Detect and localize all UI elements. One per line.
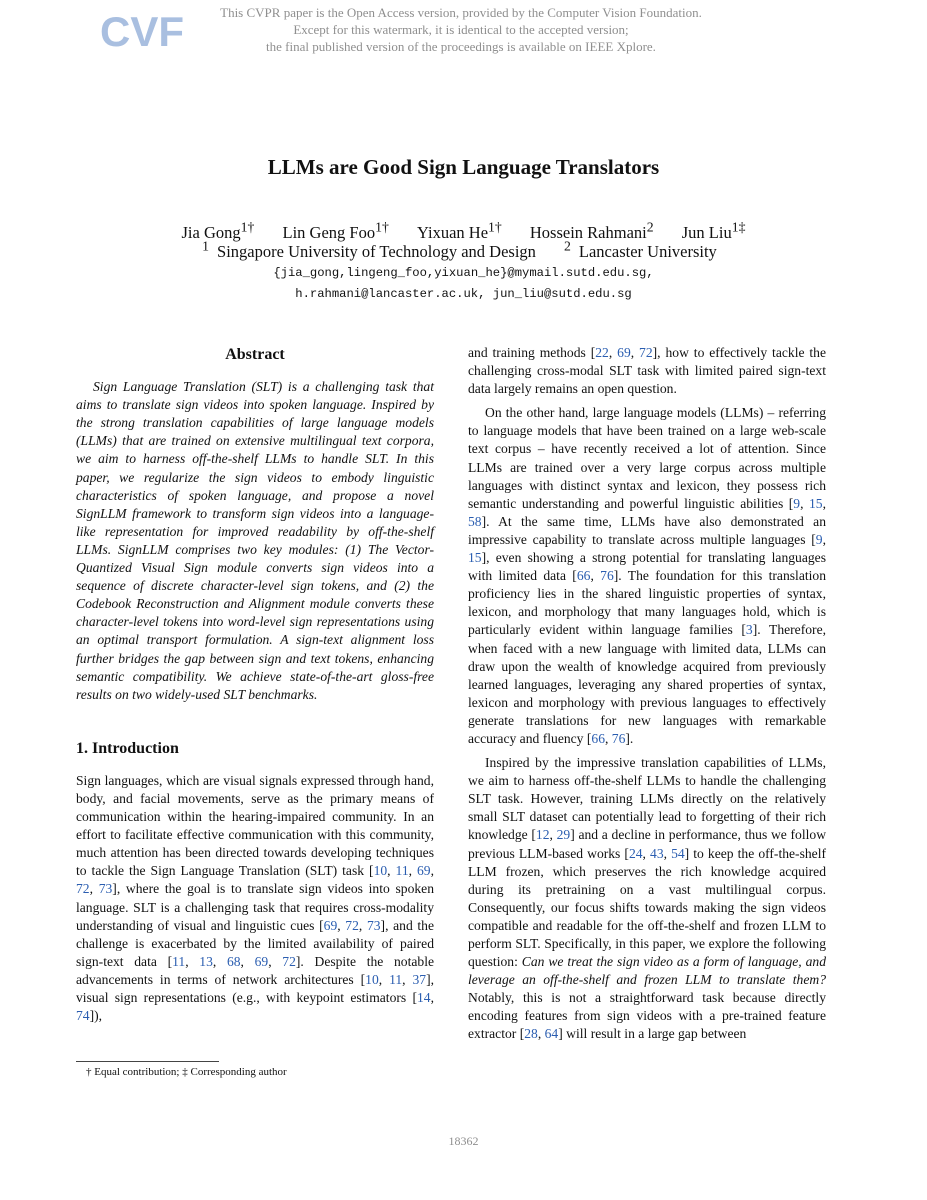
- paper-title: LLMs are Good Sign Language Translators: [267, 155, 660, 179]
- citation-link[interactable]: 29: [556, 827, 571, 843]
- affiliations: [0, 238, 927, 262]
- citation-link[interactable]: 24: [628, 845, 643, 861]
- citation-link[interactable]: 13: [199, 953, 213, 969]
- author: Lin Geng Foo$^{1\dagger}$: [282, 219, 389, 242]
- citation-link[interactable]: 73: [98, 881, 113, 897]
- citation-link[interactable]: 69: [254, 953, 269, 969]
- author: Hossein Rahmani$^2$: [529, 219, 654, 242]
- footnote: † Equal contribution; ‡ Corresponding author: [86, 1066, 287, 1078]
- citation-link[interactable]: 76: [611, 730, 626, 746]
- citation-link[interactable]: 10: [373, 863, 388, 879]
- citation-link[interactable]: 15: [468, 550, 482, 566]
- paragraph: Sign languages, which are visual signals expressed through hand, body, and facial movements, serve as the primary means of communication within the hearing-impaired community. In an effort to facilitate effective communication with this community, much attention has been directed towards developing techniques to tackle the Sign Language Translation (SLT) task [10, 11, 69, 72, 73], where the goal is to translate sign videos into spoken language. SLT is a challenging task that requires cross-modality understanding of visual and linguistic cues [69, 72, 73], and the challenge is exacerbated by the limited availability of paired sign-text data [11, 13, 68, 69, 72]. Despite the notable advancements in terms of network architectures [10, 11, 37], visual sign representations (e.g., with keypoint estimators [14, 74]),: [76, 772, 435, 1024]
- left-column: [76, 344, 434, 1031]
- citation-link[interactable]: 66: [591, 730, 605, 746]
- watermark-line: Except for this watermark, it is identical to the accepted version;: [293, 22, 629, 37]
- emphasized-text: Can we treat the sign video as a form of language, and leverage an off-the-shelf and frozen LLM to translate them?: [468, 954, 826, 988]
- abstract-heading: Abstract: [225, 346, 285, 363]
- email-line: h.rahmani@lancaster.ac.uk, jun_liu@sutd.edu.sg: [295, 287, 632, 301]
- affiliation: $^2$ Lancaster University: [564, 238, 717, 261]
- svg-text:CVF: CVF: [100, 8, 184, 55]
- citation-link[interactable]: 69: [323, 917, 338, 933]
- abstract-text: Sign Language Translation (SLT) is a challenging task that aims to translate sign videos into spoken language. Inspired by the strong translation capabilities of large language models (LLMs) that are trained on extensive multilingual text corpora, we aim to harness off-the-shelf LLMs to handle SLT. In this paper, we regularize the sign videos to embody linguistic characteristics of spoken language, and propose a novel SignLLM framework to transform sign videos into a language-like representation for improved readability by off-the-shelf LLMs. SignLLM comprises two key modules: (1) The Vector-Quantized Visual Sign module converts sign videos into a sequence of discrete character-level sign tokens, and (2) the Codebook Reconstruction and Alignment module converts these character-level tokens into word-level sign representations using an optimal transport formulation. A sign-text alignment loss further bridges the gap between sign and text tokens, enhancing semantic compatibility. We achieve state-of-the-art gloss-free results on two widely-used SLT benchmarks.: [76, 379, 434, 702]
- citation-link[interactable]: 72: [76, 881, 90, 897]
- citation-link[interactable]: 11: [389, 971, 403, 987]
- citation-link[interactable]: 37: [412, 971, 427, 987]
- citation-link[interactable]: 11: [172, 953, 186, 969]
- right-column: [468, 344, 826, 1050]
- citation-link[interactable]: 43: [650, 845, 664, 861]
- citation-link[interactable]: 68: [226, 953, 241, 969]
- watermark: [190, 4, 732, 55]
- citation-link[interactable]: 73: [366, 917, 381, 933]
- section-heading: 1. Introduction: [76, 739, 179, 757]
- citation-link[interactable]: 74: [76, 1008, 90, 1024]
- page-number: 18362: [448, 1134, 479, 1148]
- citation-link[interactable]: 12: [535, 827, 550, 843]
- citation-link[interactable]: 69: [417, 863, 431, 879]
- citation-link[interactable]: 72: [345, 917, 359, 933]
- watermark-line: This CVPR paper is the Open Access version, provided by the Computer Vision Foundation.: [220, 5, 702, 20]
- citation-link[interactable]: 15: [809, 495, 823, 511]
- cvf-logo: [100, 8, 184, 55]
- citation-link[interactable]: 14: [417, 990, 431, 1005]
- citation-link[interactable]: 66: [576, 568, 591, 584]
- author: Jun Liu$^{1\ddagger}$: [681, 219, 746, 242]
- citation-link[interactable]: 10: [365, 971, 379, 987]
- citation-link[interactable]: 72: [639, 345, 653, 360]
- email-line: {jia_gong,lingeng_foo,yixuan_he}@mymail.sutd.edu.sg,: [273, 266, 654, 280]
- paragraph: Inspired by the impressive translation capabilities of LLMs, we aim to harness off-the-shelf LLMs to handle the challenging SLT task. However, training LLMs directly on the relatively small SLT dataset can potentially lead to forgetting of their rich knowledge [12, 29] and a decline in performance, thus we follow previous LLM-based works [24, 43, 54] to keep the off-the-shelf LLM frozen, which preserves the rich knowledge acquired during its pretraining on a vast multilingual corpus. Consequently, our focus shifts towards making the sign videos compatible and readable for the off-the-shelf and frozen LLM to perform SLT. Specifically, in this paper, we explore the following question: Can we treat the sign video as a form of language, and leverage an off-the-shelf and frozen LLM to translate them? Notably, this is not a straightforward task because directly encoding features from sign videos with a pre-trained feature extractor [28, 64] will result in a large gap between: [468, 755, 827, 1042]
- paragraph: and training methods [22, 69, 72], how to effectively tackle the challenging cross-modal SLT task with limited paired sign-text data largely remains an open question.: [468, 345, 827, 397]
- citation-link[interactable]: 69: [617, 345, 631, 360]
- citation-link[interactable]: 11: [395, 863, 409, 879]
- affiliation: $^1$ Singapore University of Technology and Design: [202, 238, 536, 261]
- citation-link[interactable]: 22: [595, 345, 609, 360]
- footnote-rule: [76, 1061, 219, 1062]
- citation-link[interactable]: 58: [468, 513, 482, 529]
- citation-link[interactable]: 54: [671, 845, 685, 861]
- watermark-line: the final published version of the proceedings is available on IEEE Xplore.: [266, 39, 656, 54]
- citation-link[interactable]: 9: [793, 495, 801, 511]
- paragraph: On the other hand, large language models (LLMs) – referring to language models that have been trained on a large web-scale text corpus – have recently received a lot of attention. Since LLMs are trained over a very large corpus across multiple languages with distinct syntax and lexicon, they possess rich semantic understanding and powerful linguistic abilities [9, 15, 58]. At the same time, LLMs have also demonstrated an impressive capability to translate across multiple languages [9, 15], even showing a strong potential for translating languages with limited data [66, 76]. The foundation for this translation proficiency lies in the shared linguistic properties of syntax, lexicon, and morphology that many languages hold, which is particularly evident within language families [3]. Therefore, when faced with a new language with limited data, LLMs can draw upon the wealth of knowledge acquired from previously learned languages, leveraging any shared properties of syntax, lexicon and morphology with previous languages to effectively generate translations for new languages with remarkable accuracy and fluency [66, 76].: [468, 405, 827, 746]
- citation-link[interactable]: 28: [524, 1026, 538, 1042]
- citation-link[interactable]: 76: [600, 568, 614, 584]
- citation-link[interactable]: 3: [745, 622, 753, 638]
- citation-link[interactable]: 9: [815, 531, 823, 547]
- author: Jia Gong$^{1\dagger}$: [181, 219, 255, 242]
- author: Yixuan $He^{1\dagger}$: [416, 219, 502, 242]
- citation-link[interactable]: 72: [282, 953, 296, 969]
- citation-link[interactable]: 64: [544, 1026, 559, 1042]
